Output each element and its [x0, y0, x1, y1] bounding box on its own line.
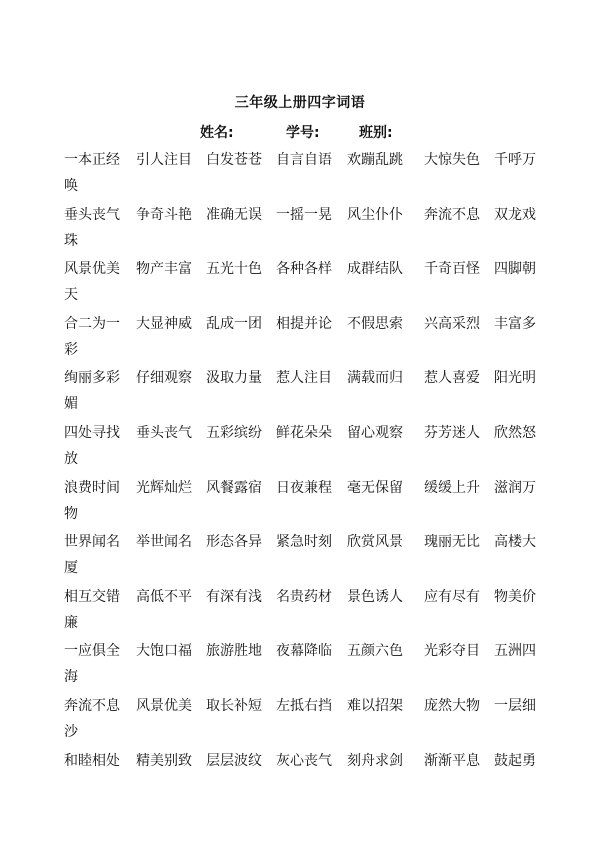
word-cell: 大惊失色: [424, 152, 480, 168]
word-row: [0, 202, 600, 254]
wrapped-character: 沙: [64, 724, 78, 740]
word-row: [0, 475, 600, 527]
student-number-label: 学号:: [286, 125, 320, 141]
word-row: [0, 311, 600, 363]
word-cell: 物美价: [494, 588, 536, 605]
word-row: [0, 584, 600, 636]
word-cell: 光彩夺目: [424, 643, 480, 660]
word-cell: 庞然大物: [424, 698, 480, 714]
word-row: [0, 748, 600, 800]
word-cell: 和睦相处: [64, 752, 120, 769]
word-cell: 四处寻找: [64, 425, 120, 441]
word-cell: 左抵右挡: [276, 698, 332, 714]
word-cell: 风景优美: [64, 261, 120, 278]
word-cell: 取长补短: [206, 698, 262, 714]
word-cell: 五洲四: [494, 643, 536, 660]
word-cell: 仔细观察: [136, 370, 192, 387]
word-cell: 灰心丧气: [276, 752, 332, 769]
word-cell: 白发苍苍: [206, 152, 262, 168]
word-cell: 争奇斗艳: [136, 206, 192, 223]
word-cell: 日夜兼程: [276, 479, 332, 496]
word-row: [0, 529, 600, 581]
word-cell: 应有尽有: [424, 588, 480, 605]
word-cell: 浪费时间: [64, 479, 120, 496]
word-cell: 刻舟求剑: [347, 752, 403, 769]
word-cell: 瑰丽无比: [424, 534, 480, 551]
class-label: 班别:: [359, 125, 393, 141]
word-cell: 成群结队: [347, 261, 403, 278]
word-cell: 一摇一晃: [276, 206, 332, 223]
word-cell: 高低不平: [136, 588, 192, 605]
word-cell: 举世闻名: [136, 534, 192, 551]
word-row: [0, 256, 600, 308]
word-cell: 四脚朝: [494, 261, 536, 278]
word-cell: 夜幕降临: [276, 643, 332, 660]
word-row: [0, 147, 600, 199]
wrapped-character: 物: [64, 505, 78, 522]
wrapped-character: 廉: [64, 614, 78, 631]
word-cell: 千奇百怪: [424, 261, 480, 278]
word-cell: 形态各异: [206, 534, 262, 551]
wrapped-character: 厦: [64, 560, 78, 577]
word-cell: 名贵药材: [276, 588, 332, 605]
word-cell: 紧急时刻: [276, 534, 332, 551]
word-cell: 兴高采烈: [424, 315, 480, 332]
word-cell: 滋润万: [494, 479, 536, 496]
word-cell: 奔流不息: [64, 698, 120, 714]
word-cell: 物产丰富: [136, 261, 192, 278]
wrapped-character: 天: [64, 287, 78, 304]
word-cell: 丰富多: [494, 315, 536, 332]
word-cell: 毫无保留: [347, 479, 403, 496]
word-cell: 惹人喜爱: [424, 370, 480, 387]
word-cell: 缓缓上升: [424, 479, 480, 496]
word-cell: 绚丽多彩: [64, 370, 120, 387]
word-cell: 一应俱全: [64, 643, 120, 660]
word-cell: 风尘仆仆: [347, 206, 403, 223]
word-cell: 欣然怒: [494, 425, 536, 441]
word-cell: 鼓起勇: [494, 752, 536, 769]
word-cell: 层层波纹: [206, 752, 262, 769]
wrapped-character: 珠: [64, 232, 78, 249]
word-cell: 准确无误: [206, 206, 262, 223]
word-cell: 千呼万: [494, 152, 536, 168]
word-row: [0, 420, 600, 472]
word-cell: 相提并论: [276, 315, 332, 332]
word-cell: 渐渐平息: [424, 752, 480, 769]
word-cell: 精美别致: [136, 752, 192, 769]
wrapped-character: 海: [64, 669, 78, 686]
word-cell: 各种各样: [276, 261, 332, 278]
word-cell: 阳光明: [494, 370, 536, 387]
word-cell: 旅游胜地: [206, 643, 262, 660]
word-cell: 垂头丧气: [64, 206, 120, 223]
word-cell: 光辉灿烂: [136, 479, 192, 496]
word-cell: 鲜花朵朵: [276, 425, 332, 441]
word-cell: 芬芳迷人: [424, 425, 480, 441]
wrapped-character: 唤: [64, 178, 78, 194]
wrapped-character: 放: [64, 451, 78, 467]
word-cell: 一本正经: [64, 152, 120, 168]
word-cell: 难以招架: [347, 698, 403, 714]
word-cell: 垂头丧气: [136, 425, 192, 441]
word-cell: 有深有浅: [206, 588, 262, 605]
word-cell: 五颜六色: [347, 643, 403, 660]
name-label: 姓名:: [200, 125, 234, 141]
word-cell: 欢蹦乱跳: [347, 152, 403, 168]
word-cell: 留心观察: [347, 425, 403, 441]
word-cell: 风餐露宿: [206, 479, 262, 496]
word-cell: 双龙戏: [494, 206, 536, 223]
word-cell: 景色诱人: [347, 588, 403, 605]
word-row: [0, 638, 600, 690]
word-cell: 奔流不息: [424, 206, 480, 223]
word-cell: 大显神威: [136, 315, 192, 332]
word-cell: 汲取力量: [206, 370, 262, 387]
word-cell: 惹人注目: [276, 370, 332, 387]
wrapped-character: 彩: [64, 341, 78, 358]
word-cell: 合二为一: [64, 315, 120, 332]
word-cell: 大饱口福: [136, 643, 192, 660]
word-cell: 一层细: [494, 698, 536, 714]
word-cell: 引人注目: [136, 152, 192, 168]
word-cell: 满载而归: [347, 370, 403, 387]
word-cell: 世界闻名: [64, 534, 120, 551]
word-cell: 不假思索: [347, 315, 403, 332]
word-cell: 五彩缤纷: [206, 425, 262, 441]
word-cell: 五光十色: [206, 261, 262, 278]
word-row: [0, 693, 600, 745]
wrapped-character: 媚: [64, 396, 78, 413]
word-cell: 乱成一团: [206, 315, 262, 332]
word-cell: 自言自语: [276, 152, 332, 168]
word-cell: 高楼大: [494, 534, 536, 551]
word-cell: 欣赏风景: [347, 534, 403, 551]
word-cell: 风景优美: [136, 698, 192, 714]
word-row: [0, 365, 600, 417]
word-cell: 相互交错: [64, 588, 120, 605]
page-title: 三年级上册四字词语: [234, 95, 366, 111]
